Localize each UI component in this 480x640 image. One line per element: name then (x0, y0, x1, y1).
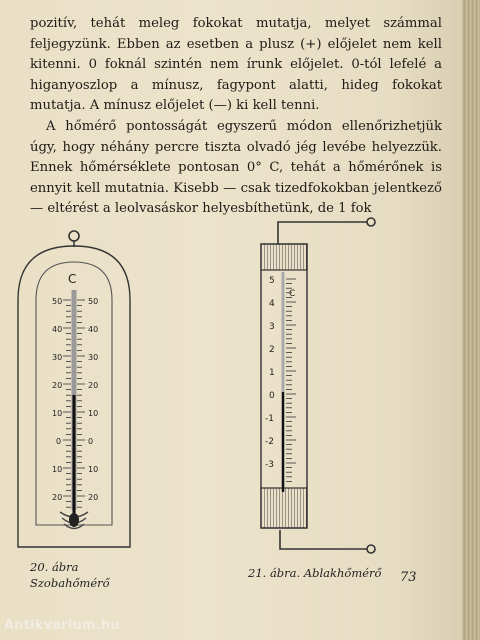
figure-20-caption-number: 20. ábra (30, 560, 79, 574)
room-unit-label: C (68, 272, 77, 286)
top-bracket (278, 222, 367, 244)
room-label-left-0: 50 (52, 297, 63, 306)
window-label-4: 1 (269, 368, 275, 378)
room-label-left-3: 20 (52, 381, 63, 390)
room-label-left-5: 0 (56, 437, 62, 446)
paragraph-2: A hőmérő pontosságát egyszerű módon ellenőrizhetjük úgy, hogy néhány percre tiszta olvadó jég levébe helyezzük. Ennek hőmérséklete pontosan 0° C, tehát a hőmérőnek is ennyit kell mutatnia. Kisebb — csak tizedfokokban jelentkező — eltérést a leolvasáskor helyesbíthetünk, de 1 fok (30, 118, 442, 217)
window-label-1: 4 (269, 299, 275, 309)
window-label-3: 2 (269, 345, 275, 355)
watermark: Antikvarium.hu (4, 618, 120, 633)
window-label-7: -2 (265, 437, 274, 447)
room-label-right-2: 30 (88, 353, 99, 362)
room-label-left-4: 10 (52, 409, 63, 418)
room-thermometer-figure (18, 231, 130, 547)
figure-21-caption: 21. ábra. Ablakhőmérő (248, 566, 382, 580)
room-scale-left (52, 297, 62, 502)
room-label-left-2: 30 (52, 353, 63, 362)
window-scale-labels (265, 276, 275, 470)
room-label-right-4: 10 (88, 409, 99, 418)
room-label-left-6: 10 (52, 465, 63, 474)
window-unit-label: C (289, 289, 296, 299)
top-metal-cap (261, 244, 307, 270)
window-scale-ticks (286, 279, 296, 481)
room-label-left-7: 20 (52, 493, 63, 502)
figure-20-caption-title: Szobahőmérő (30, 576, 110, 590)
window-label-8: -3 (265, 460, 274, 470)
paragraph-1: pozitív, tehát meleg fokokat mutatja, melyet számmal feljegyzünk. Ebben az esetben a plusz (+) előjelet nem kell kitenni. 0 foknál szintén nem írunk előjelet. 0-tól lefelé a higanyoszlop a mínusz, fagypont alatti, hideg fokokat mutatja. A mínusz előjelet (—) ki kell tenni. (30, 16, 442, 114)
room-label-left-1: 40 (52, 325, 63, 334)
room-scale-right (88, 297, 98, 502)
room-label-right-7: 20 (88, 493, 99, 502)
page-number: 73 (400, 570, 417, 585)
bottom-metal-cap (261, 488, 307, 528)
window-thermometer-figure (261, 218, 375, 553)
room-label-right-3: 20 (88, 381, 99, 390)
top-screw-icon (367, 218, 375, 226)
window-label-0: 5 (269, 276, 275, 286)
window-label-2: 3 (269, 322, 275, 332)
room-label-right-0: 50 (88, 297, 99, 306)
hanging-ring (69, 231, 79, 241)
room-label-right-5: 0 (88, 437, 94, 446)
room-label-right-1: 40 (88, 325, 99, 334)
window-label-5: 0 (269, 391, 275, 401)
room-label-right-6: 10 (88, 465, 99, 474)
bottom-bracket (280, 530, 367, 549)
room-bulb (69, 513, 79, 527)
window-label-6: -1 (265, 414, 274, 424)
bottom-screw-icon (367, 545, 375, 553)
